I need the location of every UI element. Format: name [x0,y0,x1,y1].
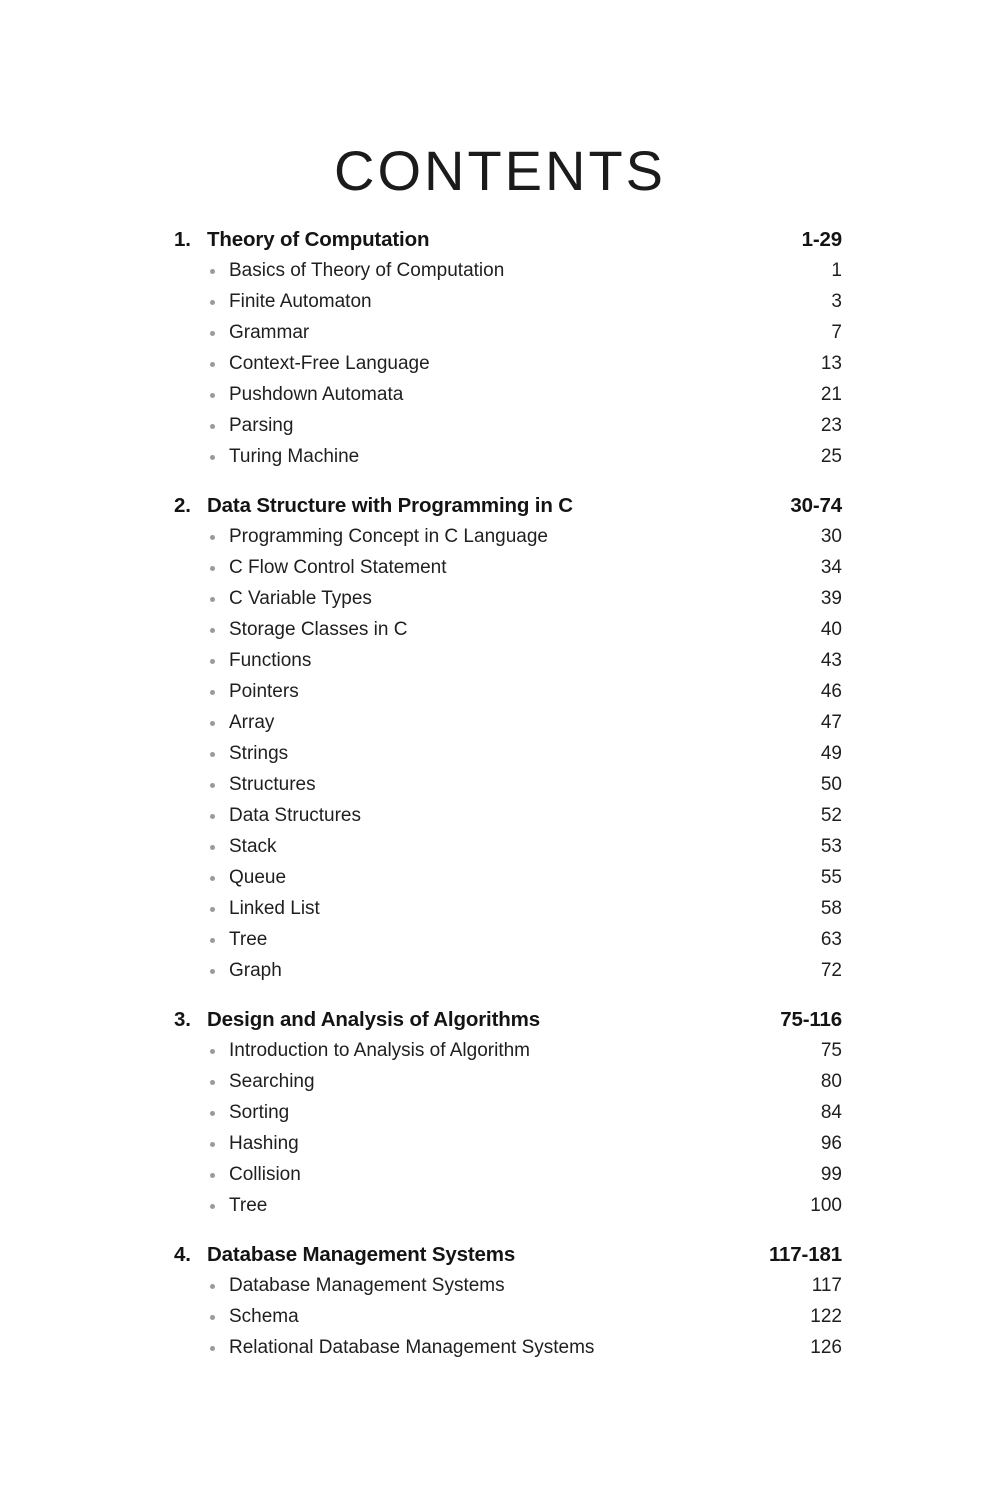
toc-entry[interactable] [174,1097,842,1128]
toc-entry[interactable] [174,614,842,645]
toc-entry[interactable] [174,738,842,769]
toc-entry-page-number: 46 [820,681,842,702]
toc-entry[interactable] [174,1066,842,1097]
toc-entry[interactable] [174,676,842,707]
toc-entry-page-number: 53 [820,836,842,857]
toc-entry-page-number: 117 [811,1275,842,1296]
bullet-dot-icon [209,1301,229,1332]
bullet-dot-icon [209,893,229,924]
chapter-number: 4. [174,1243,191,1266]
toc-entry-page-number: 34 [820,557,842,578]
toc-entry[interactable] [174,1035,842,1066]
toc-entry-page-number: 21 [820,384,842,405]
bullet-dot-icon [209,317,229,348]
toc-entry-label: Schema [229,1306,299,1327]
bullet-dot-icon [209,1159,229,1190]
toc-entry[interactable] [174,1190,842,1221]
toc-entry-page-number: 50 [820,774,842,795]
toc-entry-page-number: 52 [820,805,842,826]
toc-entry[interactable] [174,1270,842,1301]
bullet-dot-icon [209,552,229,583]
bullet-dot-icon [209,924,229,955]
toc-entry-label: Sorting [229,1102,290,1123]
toc-entry[interactable] [174,521,842,552]
toc-entry-page-number: 47 [820,712,842,733]
chapter-title: Design and Analysis of Algorithms [207,1008,540,1031]
toc-entry[interactable] [174,379,842,410]
bullet-dot-icon [209,1128,229,1159]
toc-entry-page-number: 13 [820,353,842,374]
toc-entry-label: Data Structures [229,805,361,826]
chapter-heading[interactable] [174,1243,842,1267]
toc-entry[interactable] [174,286,842,317]
toc-entry-label: Functions [229,650,312,671]
toc-entry-page-number: 75 [820,1040,842,1061]
toc-entry-label: Queue [229,867,287,888]
page-title: CONTENTS [334,139,666,202]
toc-entry-page-number: 30 [820,526,842,547]
toc-entry-label: Linked List [229,898,320,919]
bullet-dot-icon [209,1035,229,1066]
toc-entry-page-number: 1 [831,260,842,281]
toc-entry-label: Graph [229,960,282,981]
toc-entry[interactable] [174,552,842,583]
toc-entry-page-number: 7 [831,322,842,343]
toc-entry[interactable] [174,924,842,955]
toc-entry[interactable] [174,583,842,614]
toc-entry[interactable] [174,955,842,986]
toc-entry-label: C Flow Control Statement [229,557,447,578]
toc-entry[interactable] [174,831,842,862]
toc-entry[interactable] [174,893,842,924]
toc-entry-page-number: 40 [820,619,842,640]
bullet-dot-icon [209,862,229,893]
bullet-dot-icon [209,645,229,676]
chapter-page-range: 75-116 [780,1008,842,1031]
toc-entry-page-number: 84 [820,1102,842,1123]
bullet-dot-icon [209,1190,229,1221]
toc-entry[interactable] [174,255,842,286]
toc-entry[interactable] [174,862,842,893]
bullet-dot-icon [209,800,229,831]
toc-entry-label: C Variable Types [229,588,372,609]
toc-entry-label: Finite Automaton [229,291,372,312]
toc-entry[interactable] [174,1332,842,1363]
toc-entry[interactable] [174,707,842,738]
toc-entry-page-number: 126 [810,1337,842,1358]
toc-entry[interactable] [174,800,842,831]
toc-entry-page-number: 63 [820,929,842,950]
toc-entry-label: Grammar [229,322,310,343]
chapter-page-range: 30-74 [790,494,842,517]
bullet-dot-icon [209,614,229,645]
chapter-page-range: 117-181 [768,1243,842,1266]
toc-entry-label: Hashing [229,1133,299,1154]
bullet-dot-icon [209,1270,229,1301]
toc-entry-label: Pushdown Automata [229,384,404,405]
toc-entry-page-number: 122 [810,1306,842,1327]
toc-entry-label: Context-Free Language [229,353,430,374]
chapter-heading[interactable] [174,228,842,252]
toc-entry-page-number: 100 [810,1195,842,1216]
toc-entry-page-number: 3 [831,291,842,312]
chapter-page-range: 1-29 [801,228,842,251]
toc-entry-label: Database Management Systems [229,1275,505,1296]
bullet-dot-icon [209,441,229,472]
toc-entry[interactable] [174,317,842,348]
chapter-title: Theory of Computation [207,228,430,251]
bullet-dot-icon [209,738,229,769]
toc-entry-page-number: 49 [820,743,842,764]
toc-entry-page-number: 23 [820,415,842,436]
chapter-title: Data Structure with Programming in C [207,494,573,517]
bullet-dot-icon [209,286,229,317]
chapter-number: 3. [174,1008,191,1031]
toc-entry-page-number: 43 [820,650,842,671]
toc-entry-page-number: 55 [820,867,842,888]
toc-entry-page-number: 72 [820,960,842,981]
bullet-dot-icon [209,1332,229,1363]
toc-entry[interactable] [174,1301,842,1332]
bullet-dot-icon [209,1097,229,1128]
bullet-dot-icon [209,1066,229,1097]
toc-entry-label: Storage Classes in C [229,619,408,640]
toc-entry-label: Strings [229,743,289,764]
toc-entry-label: Structures [229,774,316,795]
toc-entry-label: Tree [229,929,268,950]
toc-entry-label: Pointers [229,681,299,702]
toc-entry[interactable] [174,441,842,472]
bullet-dot-icon [209,348,229,379]
bullet-dot-icon [209,583,229,614]
chapter-number: 1. [174,228,191,251]
toc-entry-label: Turing Machine [229,446,360,467]
toc-entry[interactable] [174,348,842,379]
toc-entry-page-number: 25 [820,446,842,467]
toc-entry[interactable] [174,1128,842,1159]
toc-entry-page-number: 80 [820,1071,842,1092]
chapter-heading[interactable] [174,494,842,518]
toc-entry-label: Programming Concept in C Language [229,526,548,547]
bullet-dot-icon [209,955,229,986]
bullet-dot-icon [209,521,229,552]
toc-entry[interactable] [174,1159,842,1190]
chapter-number: 2. [174,494,191,517]
toc-entry-page-number: 99 [820,1164,842,1185]
bullet-dot-icon [209,707,229,738]
toc-entry[interactable] [174,410,842,441]
toc-entry-label: Array [229,712,275,733]
toc-entry[interactable] [174,645,842,676]
bullet-dot-icon [209,831,229,862]
table-of-contents [174,228,842,1363]
toc-entry-label: Stack [229,836,277,857]
toc-entry-label: Parsing [229,415,294,436]
toc-entry-page-number: 39 [820,588,842,609]
bullet-dot-icon [209,676,229,707]
toc-entry-label: Relational Database Management Systems [229,1337,595,1358]
bullet-dot-icon [209,379,229,410]
toc-entry-label: Collision [229,1164,301,1185]
bullet-dot-icon [209,255,229,286]
toc-entry[interactable] [174,769,842,800]
toc-entry-page-number: 58 [820,898,842,919]
toc-entry-label: Basics of Theory of Computation [229,260,505,281]
toc-entry-label: Tree [229,1195,268,1216]
toc-entry-page-number: 96 [820,1133,842,1154]
bullet-dot-icon [209,769,229,800]
toc-entry-label: Introduction to Analysis of Algorithm [229,1040,530,1061]
chapter-heading[interactable] [174,1008,842,1032]
chapter-title: Database Management Systems [207,1243,516,1266]
toc-entry-label: Searching [229,1071,315,1092]
bullet-dot-icon [209,410,229,441]
